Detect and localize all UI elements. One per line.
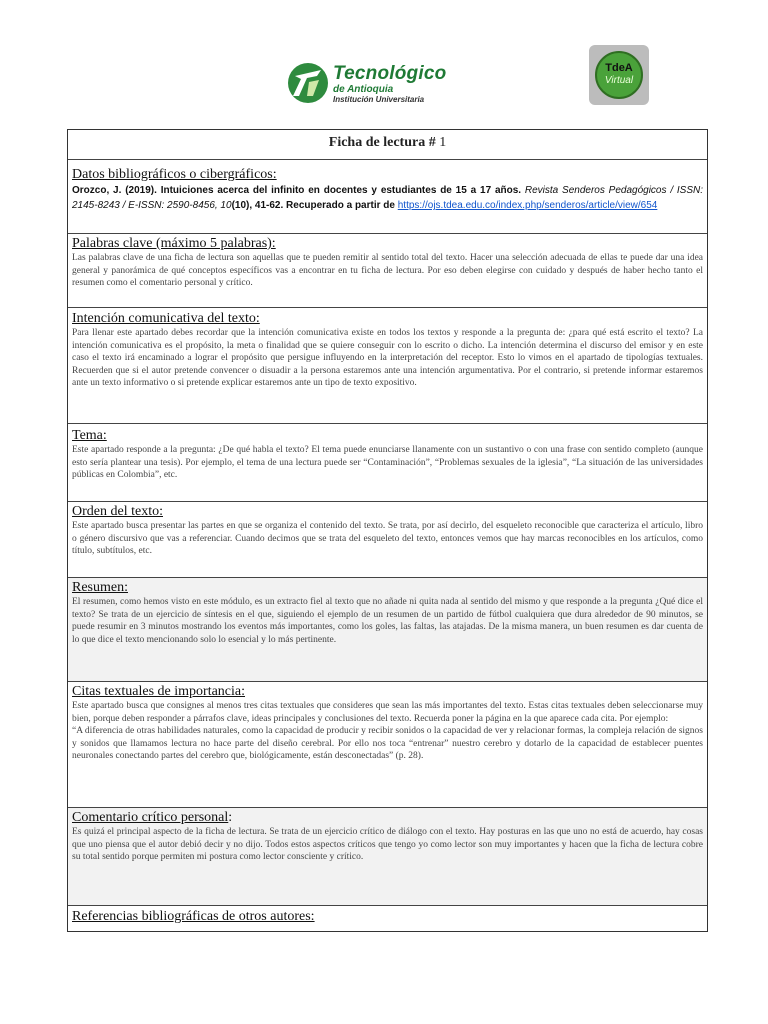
tdea-logo-line1: TdeA [605, 62, 633, 74]
section-heading: Palabras clave (máximo 5 palabras): [72, 236, 276, 251]
section-body: Este apartado responde a la pregunta: ¿De qué habla el texto? El tema puede enunciarse llanamente con un sustantivo o con una frase con sentido completo (aunque esto sería plantear una tesis). Por ejemplo, el tema de una lectura puede ser “Contaminación”, “Problemas sexuales de la iglesia”, “La situación de las universidades públicas en Colombia”, etc. [72, 445, 703, 481]
section-body: Las palabras clave de una ficha de lectura son aquellas que te pueden remitir al sentido total del texto. Hacer una selección adecuada de ellas te puede dar una idea general y panorámica de qué conceptos específicos vas a encontrar en tu ficha de lectura. Por eso deben elegirse con cuidado y después de haber hecho tanto el resumen como el comentario personal y crítico. [72, 253, 703, 289]
institution-emblem-icon [287, 62, 329, 104]
section-textual-quotes [68, 682, 707, 808]
section-body: El resumen, como hemos visto en este módulo, es un extracto fiel al texto que no añade ni quita nada al sentido del mismo y que responde a la pregunta ¿Qué dice el texto? Se trata de un ejercicio de síntesis en el que, siguiendo el ejemplo de un resumen de un partido de fútbol cualquiera que dura alrededor de 90 minutos, se puede resumir en 3 minutos mostrando los eventos más importantes, como los goles, las faltas, las atajadas. De la misma manera, un buen resumen es dar cuenta de lo que dice el texto mencionando solo lo esencial y lo más pertinente. [72, 597, 703, 645]
section-critical-comment [68, 808, 707, 906]
section-heading-text: Comentario crítico personal [72, 810, 229, 825]
section-other-references [68, 906, 707, 932]
logo-tagline: Institución Universitaria [333, 95, 425, 104]
tdea-virtual-logo [589, 45, 649, 105]
section-heading [72, 809, 703, 826]
tdea-badge-icon [595, 51, 643, 99]
section-heading: Tema: [72, 428, 107, 443]
section-heading: Referencias bibliográficas de otros autores: [72, 909, 315, 924]
section-keywords [68, 234, 707, 308]
form-title-row [68, 130, 707, 160]
section-heading-colon: : [228, 810, 233, 825]
bibliographic-citation [72, 183, 703, 213]
form-title [72, 130, 703, 154]
section-body: Para llenar este apartado debes recordar que la intención comunicativa existe en todos los textos y responde a la pregunta de: ¿para qué está escrito el texto? La intención comunicativa es el propósito, la meta o finalidad que se quiere conseguir con lo escrito o dicho. La intención determina el discurso del emisor y en este caso el texto irá encaminado a lograr el propósito que persigue influyendo en la interpretación del receptor. Esto lo vimos en el apartado de tipologías textuales. Recuerden que si el autor pretende convencer o disuadir a la persona estaremos ante una intención argumentativa. Por el contrario, si pretende informar estaremos ante un texto informativo o si pretende explicar estaremos ante un tipo de texto expositivo. [72, 328, 703, 389]
section-body: Es quizá el principal aspecto de la ficha de lectura. Se trata de un ejercicio crítico de diálogo con el texto. Hay posturas en las que uno no está de acuerdo, hay cosas que uno piensa que el autor debió decir y no dijo. Todos estos aspectos críticos que tengo yo como lector son muy importantes y hacen que la ficha de lectura cobre su total sentido porque permiten mi postura como lector consciente y crítico. [72, 827, 703, 863]
form-number: 1 [439, 135, 447, 150]
logo-title: Tecnológico [333, 63, 447, 84]
tecnologico-de-antioquia-logo [287, 60, 467, 110]
reading-form [67, 129, 708, 932]
example-quote: “A diferencia de otras habilidades naturales, como la capacidad de producir y recibir sonidos o la capacidad de ver y relacionar formas, la compleja relación de signos y sonidos que llamamos lectura no hace parte del diseño cerebral. Por ello nos toca “entrenar” nuestro cerebro y dotarlo de la capacidad de establecer puentes neuronales conectando partes del cerebro que, biológicamente, están desconectadas” (p. 28). [72, 726, 703, 762]
citation-authors: Orozco, J. (2019). [72, 185, 157, 196]
citation-issue-pages: (10), 41-62. Recuperado a partir de [231, 200, 395, 211]
logo-subtitle: de Antioquia [333, 84, 394, 95]
section-heading: Citas textuales de importancia: [72, 684, 246, 699]
section-body: Este apartado busca que consignes al menos tres citas textuales que consideres que sean las más importantes del texto. Estas citas textuales deben seleccionarse muy bien, porque deben responder a párrafos clave, ideas principales y conclusiones del texto. Recuerda poner la página en la que aparece cada cita. Por ejemplo: [72, 701, 703, 724]
citation-url-link[interactable]: https://ojs.tdea.edu.co/index.php/senderos/article/view/654 [397, 200, 658, 211]
section-summary [68, 578, 707, 682]
section-heading: Resumen: [72, 580, 128, 595]
section-heading: Intención comunicativa del texto: [72, 311, 260, 326]
citation-title: Intuiciones acerca del infinito en docentes y estudiantes de 15 a 17 años. [160, 185, 522, 196]
section-communicative-intention [68, 308, 707, 424]
section-bibliographic-data [68, 160, 707, 234]
section-text-order [68, 502, 707, 578]
section-body: Este apartado busca presentar las partes en que se organiza el contenido del texto. Se trata, por así decirlo, del esqueleto reconocible que caracteriza el artículo, libro o género discursivo que vas a referenciar. Cuando decimos que se trata del esqueleto del texto, entonces vemos que hay marcas reconocibles en los artículos, como título, subtítulos, etc. [72, 521, 703, 557]
form-title-text: Ficha de lectura # [328, 135, 436, 150]
tdea-logo-line2: Virtual [604, 75, 634, 86]
section-heading: Orden del texto: [72, 504, 163, 519]
section-topic [68, 424, 707, 502]
section-heading: Datos bibliográficos o cibergráficos: [72, 167, 277, 182]
citation-journal: Revista Senderos Pedagógicos / ISSN: 2145-8243 / E-ISSN: 2590-8456, 10 [72, 185, 704, 211]
